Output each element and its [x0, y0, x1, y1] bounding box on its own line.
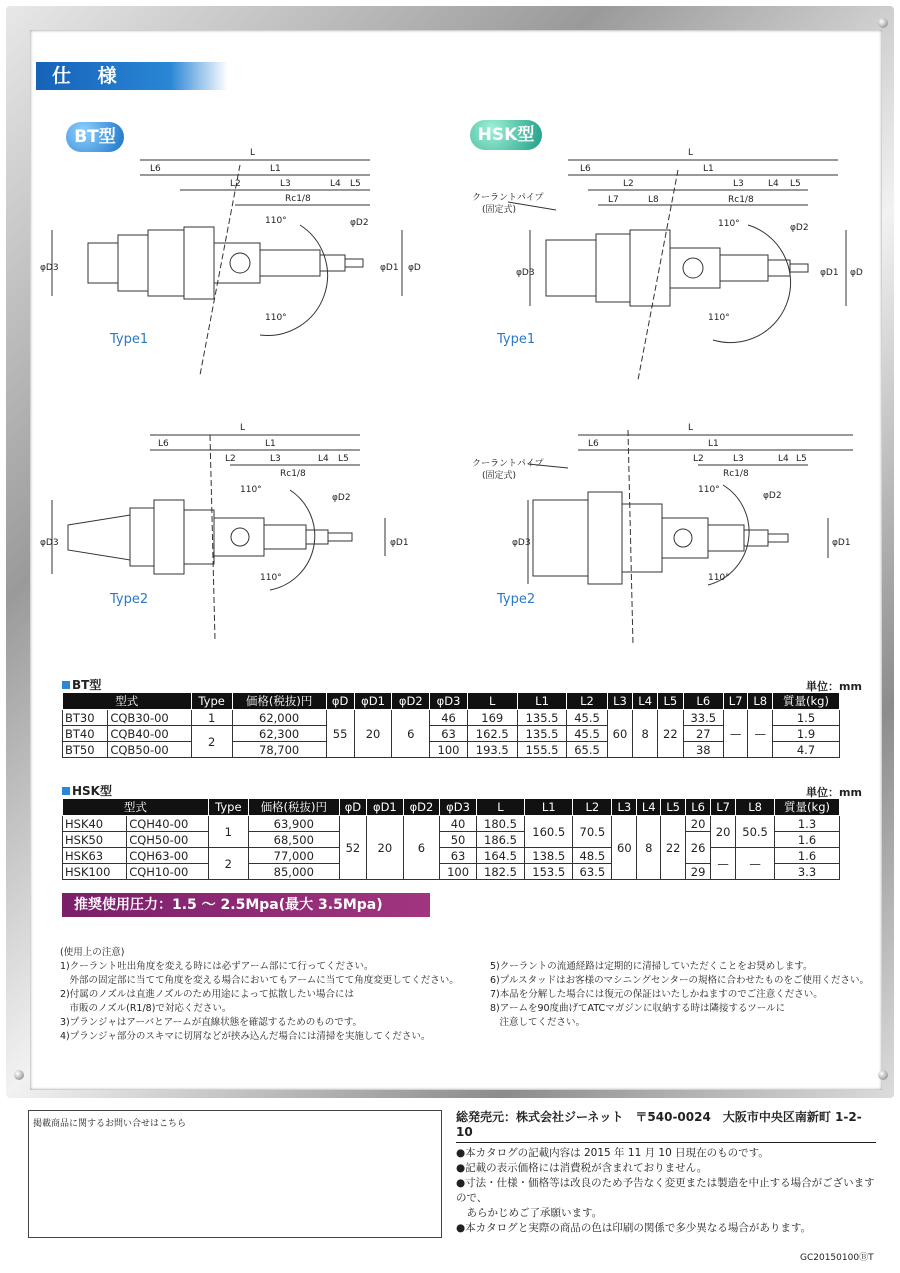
svg-text:L1: L1	[270, 164, 281, 174]
screw-icon	[878, 18, 888, 28]
type1-label: Type1	[110, 332, 149, 347]
svg-text:L: L	[688, 423, 694, 433]
svg-text:L2: L2	[225, 454, 236, 464]
screw-icon	[878, 1070, 888, 1080]
svg-text:φD3: φD3	[40, 263, 59, 273]
hsk-type-badge: HSK型	[470, 120, 542, 150]
svg-text:Rc1/8: Rc1/8	[728, 195, 754, 205]
svg-text:110°: 110°	[240, 485, 262, 495]
hsk-type2-drawing	[468, 420, 868, 650]
svg-text:(固定式): (固定式)	[482, 205, 517, 215]
svg-text:110°: 110°	[265, 313, 287, 323]
svg-text:110°: 110°	[265, 216, 287, 226]
bt-table-title: BT型	[62, 676, 101, 693]
svg-text:L3: L3	[280, 179, 291, 189]
svg-text:L: L	[250, 148, 256, 158]
table-header-row: 型式 Type 価格(税抜)円 φD φD1 φD2 φD3 L L1 L2 L3 L4 L5 L6 L7 L8 質量(kg)	[63, 799, 840, 816]
svg-text:L6: L6	[158, 439, 169, 449]
svg-text:110°: 110°	[718, 219, 740, 229]
svg-text:φD1: φD1	[380, 263, 399, 273]
unit-label: 単位：mm	[806, 680, 862, 693]
svg-text:φD3: φD3	[516, 268, 535, 278]
svg-text:110°: 110°	[260, 573, 282, 583]
svg-text:φD: φD	[408, 263, 421, 273]
svg-text:クーラントパイプ: クーラントパイプ	[472, 193, 544, 203]
svg-text:L6: L6	[588, 439, 599, 449]
svg-text:L: L	[240, 423, 246, 433]
usage-notes-left: (使用上の注意) 1)クーラント吐出角度を変える時には必ずアーム部にて行ってください。 外部の固定部に当てて角度を変える場合においてもアームに当てて角度変更してください。 2)付属のノズルは直進ノズルのため用途によって拡散したい場合には 市販のノズル(R1/8)で対応ください。 3)プランジャはアーバとアームが直線状態を確認するためのものです。 4)プランジャ部分のスキマに切屑などが挟み込んだ場合には清掃を実施してください。	[60, 947, 459, 1042]
svg-text:110°: 110°	[698, 485, 720, 495]
svg-text:φD2: φD2	[790, 223, 809, 233]
svg-text:φD3: φD3	[512, 538, 531, 548]
type2-label: Type2	[110, 592, 149, 607]
svg-text:L2: L2	[693, 454, 704, 464]
svg-text:L6: L6	[150, 164, 161, 174]
hsk-type1-drawing	[468, 140, 868, 400]
table-row: BT40 CQB40-00 2 62,300 63 162.5 135.5 45.5 27 1.9	[63, 726, 840, 742]
table-row: HSK50 CQH50-00 68,500 50 186.5 26 1.6	[63, 832, 840, 848]
svg-text:L4: L4	[778, 454, 789, 464]
hsk-table-title: HSK型	[62, 782, 112, 799]
svg-text:L5: L5	[796, 454, 807, 464]
svg-text:L8: L8	[648, 195, 659, 205]
svg-text:L2: L2	[230, 179, 241, 189]
svg-text:L7: L7	[608, 195, 619, 205]
svg-text:L5: L5	[338, 454, 349, 464]
svg-text:クーラントパイプ: クーラントパイプ	[472, 459, 544, 469]
svg-text:φD2: φD2	[763, 491, 782, 501]
table-header-row: 型式 Type 価格(税抜)円 φD φD1 φD2 φD3 L L1 L2 L3 L4 L5 L6 L7 L8 質量(kg)	[63, 693, 840, 710]
svg-text:L4: L4	[330, 179, 341, 189]
svg-text:L: L	[688, 148, 694, 158]
table-row: HSK100 CQH10-00 85,000 100 182.5 153.5 63.5 29 3.3	[63, 864, 840, 880]
svg-text:L5: L5	[790, 179, 801, 189]
svg-text:L1: L1	[708, 439, 719, 449]
svg-text:Rc1/8: Rc1/8	[723, 469, 749, 479]
svg-text:φD: φD	[850, 268, 863, 278]
svg-text:L3: L3	[733, 179, 744, 189]
svg-text:φD1: φD1	[390, 538, 409, 548]
svg-text:L1: L1	[265, 439, 276, 449]
svg-text:L6: L6	[580, 164, 591, 174]
hsk-spec-table	[62, 798, 840, 880]
table-row: BT50 CQB50-00 78,700 100 193.5 155.5 65.5 38 4.7	[63, 742, 840, 758]
svg-text:110°: 110°	[708, 313, 730, 323]
type2-label-hsk: Type2	[497, 592, 536, 607]
section-title: 仕 様	[36, 62, 228, 90]
distributor-line: 総発売元：株式会社ジーネット 〒540-0024 大阪市中央区南新町 1-2-10	[456, 1110, 876, 1143]
svg-text:L3: L3	[270, 454, 281, 464]
bt-type2-drawing	[40, 420, 440, 650]
svg-text:φD2: φD2	[332, 493, 351, 503]
svg-text:L4: L4	[768, 179, 779, 189]
table-row: HSK63 CQH63-00 2 77,000 63 164.5 138.5 48.5 — — 1.6	[63, 848, 840, 864]
distributor-info: 総発売元：株式会社ジーネット 〒540-0024 大阪市中央区南新町 1-2-10 ●本カタログの記載内容は 2015 年 11 月 10 日現在のものです。 ●記載の表示価格には消費税が含まれておりません。 ●寸法・仕様・価格等は改良のため予告なく変更または製造を中止する場合がございますので、 あらかじめご了承願います。 ●本カタログと実際の商品の色は印刷の関係で多少異なる場合があります。	[456, 1110, 875, 1234]
svg-text:φD2: φD2	[350, 218, 369, 228]
table-row: HSK40 CQH40-00 1 63,900 52 20 6 40 180.5 160.5 70.5 60 8 22 20 20 50.5 1.3	[63, 816, 840, 832]
svg-text:L5: L5	[350, 179, 361, 189]
svg-text:L2: L2	[623, 179, 634, 189]
usage-notes-right: 5)クーラントの流通経路は定期的に清掃していただくことをお奨めします。 6)プルスタッドはお客様のマシニングセンターの規格に合わせたものをご使用ください。 7)本品を分解した場合には復元の保証はいたしかねますのでご注意ください。 8)アームを90度曲げてATCマガジンに収納する時は隣接するツールに 注意してください。	[490, 961, 870, 1028]
svg-text:L4: L4	[318, 454, 329, 464]
svg-text:L1: L1	[703, 164, 714, 174]
bt-type-badge: BT型	[66, 122, 124, 152]
svg-text:φD1: φD1	[832, 538, 851, 548]
svg-text:Rc1/8: Rc1/8	[280, 469, 306, 479]
svg-text:110°: 110°	[708, 573, 730, 583]
svg-text:φD1: φD1	[820, 268, 839, 278]
type1-label-hsk: Type1	[497, 332, 536, 347]
catalog-code: GC20150100ⒷT	[800, 1253, 874, 1263]
inquiry-box: 掲載商品に関するお問い合せはこちら	[28, 1110, 442, 1238]
recommended-pressure-banner: 推奨使用圧力：1.5 ～ 2.5Mpa(最大 3.5Mpa)	[62, 893, 430, 917]
svg-text:L3: L3	[733, 454, 744, 464]
svg-text:(固定式): (固定式)	[482, 471, 517, 481]
table-row: BT30 CQB30-00 1 62,000 55 20 6 46 169 135.5 45.5 60 8 22 33.5 — — 1.5	[63, 710, 840, 726]
bt-spec-table	[62, 692, 840, 758]
svg-text:φD3: φD3	[40, 538, 59, 548]
screw-icon	[14, 1070, 24, 1080]
svg-text:Rc1/8: Rc1/8	[285, 194, 311, 204]
bt-type1-drawing	[40, 135, 440, 395]
unit-label: 単位：mm	[806, 786, 862, 799]
